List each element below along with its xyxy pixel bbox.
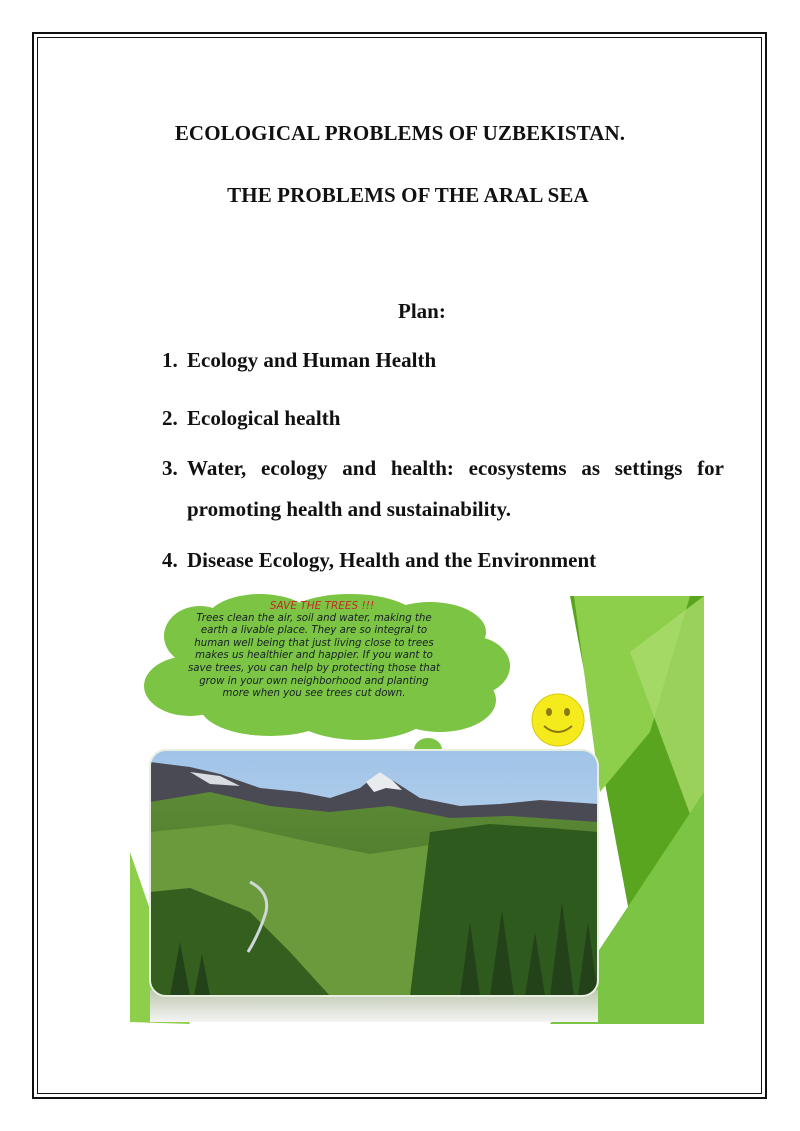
plan-item-text: Ecology and Human Health	[187, 348, 437, 372]
plan-item-4	[162, 540, 724, 581]
bubble-heading: SAVE THE TREES !!!	[269, 600, 375, 612]
smiley-face-icon	[532, 694, 584, 746]
save-trees-illustration	[130, 592, 704, 1024]
plan-item-text: Disease Ecology, Health and the Environment	[187, 548, 597, 572]
plan-item-text: Ecological health	[187, 406, 341, 430]
plan-item-3	[162, 448, 724, 530]
plan-item-text: Water, ecology and health: ecosystems as settings for promoting health and sustainability.	[187, 456, 724, 521]
plan-item-1	[162, 340, 724, 381]
bubble-text	[186, 600, 442, 701]
plan-item-number: 1.	[162, 348, 178, 372]
mountain-photo	[150, 750, 598, 996]
plan-item-number: 2.	[162, 406, 178, 430]
bubble-body: Trees clean the air, soil and water, making the earth a livable place. They are so integral to human well being that just living close to trees makes us healthier and happier. If you want to save trees, you can help by protecting those that grow in your own neighborhood and planting more when you see trees cut down.	[187, 612, 440, 700]
plan-item-number: 4.	[162, 548, 178, 572]
plan-item-number: 3.	[162, 456, 178, 480]
title-line-2: THE PROBLEMS OF THE ARAL SEA	[227, 183, 589, 207]
plan-item-2	[162, 398, 724, 439]
plan-heading: Plan:	[398, 299, 446, 323]
title-line-1: ECOLOGICAL PROBLEMS OF UZBEKISTAN.	[174, 121, 626, 145]
